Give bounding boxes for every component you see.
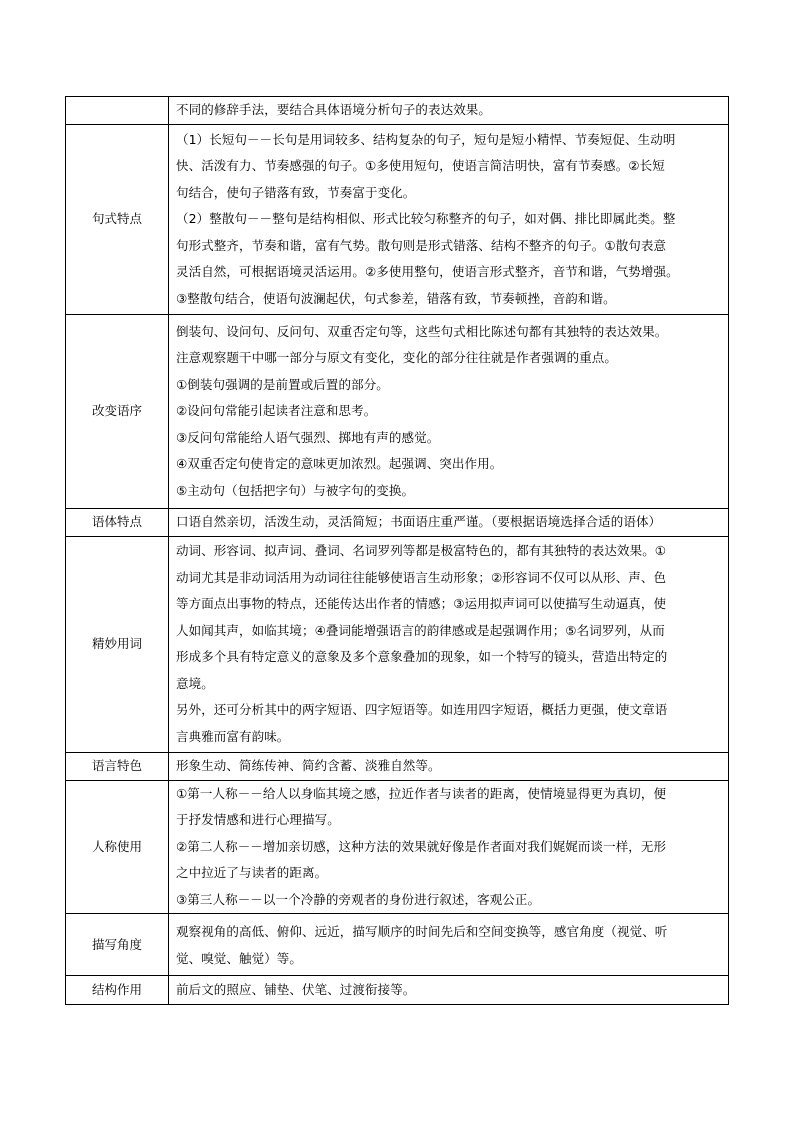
content-line: 快、活泼有力、节奏感强的句子。①多使用短句，使语言简洁明快，富有节奏感。②长短 <box>176 158 665 174</box>
content-line: ④双重否定句使肯定的意味更加浓烈。起强调、突出作用。 <box>176 456 503 472</box>
table-row <box>66 509 729 537</box>
content-line: ⑤主动句（包括把字句）与被字句的变换。 <box>176 482 415 498</box>
row-content <box>169 752 729 780</box>
content-line: ③反问句常能给人语气强烈、掷地有声的感觉。 <box>176 429 440 445</box>
table-row <box>66 752 729 780</box>
row-label: 结构作用 <box>66 976 169 1005</box>
row-content <box>169 125 729 315</box>
content-line: ①倒装句强调的是前置或后置的部分。 <box>176 376 389 392</box>
table-row <box>66 97 729 125</box>
content-line: 动词、形容词、拟声词、叠词、名词罗列等都是极富特色的，都有其独特的表达效果。① <box>176 543 667 558</box>
row-content <box>169 97 729 125</box>
content-line: ③第三人称－－以一个冷静的旁观者的身份进行叙述，客观公正。 <box>176 891 541 907</box>
row-label <box>66 97 169 125</box>
content-line: 之中拉近了与读者的距离。 <box>176 865 328 880</box>
row-label: 精妙用词 <box>66 536 169 752</box>
row-label: 句式特点 <box>66 125 169 315</box>
content-line: 灵活自然，可根据语境灵活运用。②多使用整句，使语言形式整齐，音节和谐，气势增强。 <box>176 264 679 280</box>
row-label: 人称使用 <box>66 780 169 914</box>
table-body <box>66 97 729 1005</box>
content-line: 观察视角的高低、俯仰、远近，描写顺序的时间先后和空间变换等，感官角度（视觉、听 <box>176 923 668 939</box>
row-label: 描写角度 <box>66 914 169 976</box>
content-line: 等方面点出事物的特点，还能传达出作者的情感；③运用拟声词可以使描写生动逼真，使 <box>176 596 667 611</box>
table-row <box>66 780 729 914</box>
table-row <box>66 914 729 976</box>
row-content <box>169 780 729 914</box>
row-content <box>169 315 729 509</box>
content-line: 口语自然亲切，活泼生动，灵活简短；书面语庄重严谨。（要根据语境选择合适的语体） <box>176 514 662 529</box>
content-line: 人如闻其声，如临其境；④叠词能增强语言的韵律感或是起强调作用；⑤名词罗列，从而 <box>176 622 665 638</box>
content-line: 意境。 <box>176 675 214 691</box>
row-content <box>169 976 729 1005</box>
table-row <box>66 976 729 1005</box>
content-line: 动词尤其是非动词活用为动词往往能够使语言生动形象；②形容词不仅可以从形、声、色 <box>176 569 667 585</box>
content-line: 不同的修辞手法，要结合具体语境分析句子的表达效果。 <box>176 102 492 118</box>
content-line: 形象生动、简练传神、简约含蓄、淡雅自然等。 <box>176 757 441 773</box>
row-label: 改变语序 <box>66 315 169 509</box>
content-line: 形成多个具有特定意义的意象及多个意象叠加的现象，如一个特写的镜头，营造出特定的 <box>176 649 668 664</box>
table-row <box>66 315 729 509</box>
content-line: 注意观察题干中哪一部分与原文有变化，变化的部分往往就是作者强调的重点。 <box>176 350 618 366</box>
row-label: 语言特色 <box>66 752 169 780</box>
row-content <box>169 914 729 976</box>
table-row <box>66 125 729 315</box>
row-content <box>169 536 729 752</box>
content-line: 另外，还可分析其中的两字短语、四字短语等。如连用四字短语，概括力更强，使文章语 <box>176 702 668 717</box>
content-line: 倒装句、设问句、反问句、双重否定句等，这些句式相比陈述句都有其独特的表达效果。 <box>176 323 668 339</box>
rhetoric-analysis-table <box>65 96 729 1005</box>
content-line: 言典雅而富有韵味。 <box>176 728 290 744</box>
row-label: 语体特点 <box>66 509 169 537</box>
content-line: ②第二人称－－增加亲切感，这种方法的效果就好像是作者面对我们娓娓而谈一样，无形 <box>176 838 667 854</box>
content-line: （1）长短句－－长句是用词较多、结构复杂的句子，短句是短小精悍、节奏短促、生动明 <box>176 131 676 147</box>
content-line: 于抒发情感和进行心理描写。 <box>176 812 340 827</box>
content-line: 句结合，使句子错落有致，节奏富于变化。 <box>176 184 416 200</box>
content-line: ③整散句结合，使语句波澜起伏，句式参差，错落有致，节奏顿挫，音韵和谐。 <box>176 290 616 306</box>
table-row <box>66 536 729 752</box>
content-line: （2）整散句－－整句是结构相似、形式比较匀称整齐的句子，如对偶、排比即属此类。整 <box>176 211 676 227</box>
content-line: 句形式整齐，节奏和谐，富有气势。散句则是形式错落、结构不整齐的句子。①散句表意 <box>176 237 667 253</box>
content-line: ②设问句常能引起读者注意和思考。 <box>176 403 377 419</box>
content-line: 前后文的照应、铺垫、伏笔、过渡衔接等。 <box>176 981 416 997</box>
content-line: ①第一人称－－给人以身临其境之感，拉近作者与读者的距离，使情境显得更为真切，便 <box>176 785 667 801</box>
row-content <box>169 509 729 537</box>
content-line: 觉、嗅觉、触觉）等。 <box>176 950 303 966</box>
